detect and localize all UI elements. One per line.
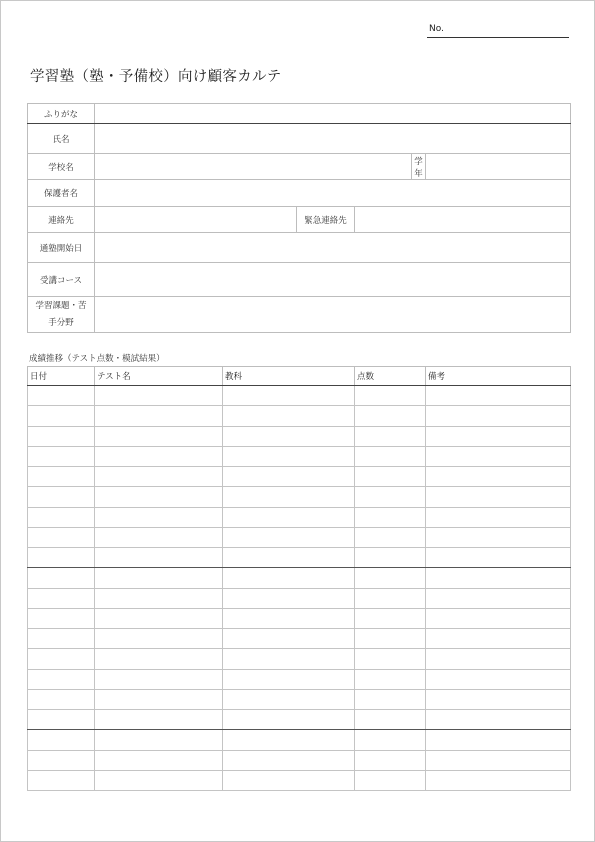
cell-subject[interactable]: [223, 750, 355, 770]
contact-field[interactable]: [95, 207, 297, 233]
cell-subject[interactable]: [223, 548, 355, 568]
cell-subject[interactable]: [223, 730, 355, 750]
guardian-label: 保護者名: [28, 180, 95, 207]
cell-subject[interactable]: [223, 588, 355, 608]
cell-score[interactable]: [355, 548, 426, 568]
cell-subject[interactable]: [223, 406, 355, 426]
cell-notes[interactable]: [426, 426, 571, 446]
school-label: 学校名: [28, 154, 95, 180]
cell-score[interactable]: [355, 629, 426, 649]
table-row: [28, 507, 571, 527]
cell-test-name[interactable]: [95, 689, 223, 709]
cell-notes[interactable]: [426, 608, 571, 628]
cell-notes[interactable]: [426, 710, 571, 730]
table-row: [28, 446, 571, 466]
name-field[interactable]: [95, 124, 571, 154]
cell-date[interactable]: [28, 689, 95, 709]
cell-date[interactable]: [28, 730, 95, 750]
cell-date[interactable]: [28, 386, 95, 406]
cell-subject[interactable]: [223, 426, 355, 446]
cell-date[interactable]: [28, 507, 95, 527]
cell-date[interactable]: [28, 588, 95, 608]
contact-label: 連絡先: [28, 207, 95, 233]
course-field[interactable]: [95, 263, 571, 297]
cell-date[interactable]: [28, 649, 95, 669]
cell-score[interactable]: [355, 669, 426, 689]
cell-date[interactable]: [28, 629, 95, 649]
table-row: [28, 608, 571, 628]
cell-notes[interactable]: [426, 669, 571, 689]
furigana-label: ふりがな: [28, 104, 95, 124]
cell-date[interactable]: [28, 568, 95, 588]
col-score: 点数: [355, 367, 426, 386]
cell-score[interactable]: [355, 426, 426, 446]
cell-notes[interactable]: [426, 527, 571, 547]
cell-score[interactable]: [355, 568, 426, 588]
col-notes: 備考: [426, 367, 571, 386]
cell-notes[interactable]: [426, 467, 571, 487]
cell-score[interactable]: [355, 527, 426, 547]
table-row: [28, 487, 571, 507]
furigana-field[interactable]: [95, 104, 571, 124]
weak-subjects-label-line2: 手分野: [48, 317, 74, 328]
cell-subject[interactable]: [223, 689, 355, 709]
school-field[interactable]: [95, 154, 412, 180]
grades-section-title: 成績推移（テスト点数・模試結果）: [29, 354, 165, 364]
start-date-label: 通塾開始日: [28, 233, 95, 263]
cell-test-name[interactable]: [95, 406, 223, 426]
cell-test-name[interactable]: [95, 770, 223, 790]
cell-notes[interactable]: [426, 406, 571, 426]
cell-score[interactable]: [355, 467, 426, 487]
table-row: [28, 649, 571, 669]
table-row: [28, 426, 571, 446]
cell-subject[interactable]: [223, 608, 355, 628]
col-subject: 教科: [223, 367, 355, 386]
cell-notes[interactable]: [426, 548, 571, 568]
table-row: [28, 770, 571, 790]
cell-subject[interactable]: [223, 507, 355, 527]
cell-test-name[interactable]: [95, 467, 223, 487]
cell-date[interactable]: [28, 426, 95, 446]
guardian-field[interactable]: [95, 180, 571, 207]
number-label: No.: [429, 24, 444, 34]
table-row: [28, 750, 571, 770]
cell-notes[interactable]: [426, 750, 571, 770]
page-title: 学習塾（塾・予備校）向け顧客カルテ: [30, 69, 282, 85]
cell-score[interactable]: [355, 487, 426, 507]
table-row: [28, 669, 571, 689]
cell-subject[interactable]: [223, 386, 355, 406]
cell-date[interactable]: [28, 750, 95, 770]
cell-test-name[interactable]: [95, 669, 223, 689]
grades-table: [27, 366, 571, 791]
cell-date[interactable]: [28, 770, 95, 790]
table-row: [28, 689, 571, 709]
cell-date[interactable]: [28, 527, 95, 547]
cell-subject[interactable]: [223, 568, 355, 588]
table-row: [28, 629, 571, 649]
cell-test-name[interactable]: [95, 649, 223, 669]
cell-test-name[interactable]: [95, 588, 223, 608]
cell-test-name[interactable]: [95, 730, 223, 750]
cell-subject[interactable]: [223, 770, 355, 790]
cell-test-name[interactable]: [95, 629, 223, 649]
cell-notes[interactable]: [426, 507, 571, 527]
cell-test-name[interactable]: [95, 608, 223, 628]
cell-notes[interactable]: [426, 446, 571, 466]
cell-subject[interactable]: [223, 467, 355, 487]
cell-score[interactable]: [355, 730, 426, 750]
weak-subjects-label: [28, 297, 95, 333]
table-row: [28, 467, 571, 487]
cell-score[interactable]: [355, 588, 426, 608]
cell-score[interactable]: [355, 750, 426, 770]
cell-subject[interactable]: [223, 669, 355, 689]
table-row: [28, 710, 571, 730]
cell-score[interactable]: [355, 507, 426, 527]
cell-notes[interactable]: [426, 689, 571, 709]
cell-notes[interactable]: [426, 770, 571, 790]
cell-notes[interactable]: [426, 588, 571, 608]
grades-header-row: [28, 367, 571, 386]
cell-score[interactable]: [355, 608, 426, 628]
emergency-field[interactable]: [355, 207, 571, 233]
cell-test-name[interactable]: [95, 548, 223, 568]
grade-field[interactable]: [426, 154, 571, 180]
cell-score[interactable]: [355, 649, 426, 669]
course-label: 受講コース: [28, 263, 95, 297]
emergency-label: 緊急連絡先: [297, 207, 355, 233]
weak-subjects-field[interactable]: [95, 297, 571, 333]
cell-subject[interactable]: [223, 629, 355, 649]
name-label: 氏名: [28, 124, 95, 154]
student-info-table: [27, 103, 571, 333]
cell-subject[interactable]: [223, 710, 355, 730]
table-row: [28, 730, 571, 750]
cell-test-name[interactable]: [95, 507, 223, 527]
cell-date[interactable]: [28, 669, 95, 689]
cell-test-name[interactable]: [95, 750, 223, 770]
cell-notes[interactable]: [426, 730, 571, 750]
cell-notes[interactable]: [426, 629, 571, 649]
cell-test-name[interactable]: [95, 426, 223, 446]
cell-notes[interactable]: [426, 568, 571, 588]
cell-subject[interactable]: [223, 527, 355, 547]
cell-notes[interactable]: [426, 649, 571, 669]
cell-date[interactable]: [28, 406, 95, 426]
cell-test-name[interactable]: [95, 446, 223, 466]
cell-date[interactable]: [28, 608, 95, 628]
cell-test-name[interactable]: [95, 527, 223, 547]
cell-score[interactable]: [355, 770, 426, 790]
cell-date[interactable]: [28, 487, 95, 507]
cell-notes[interactable]: [426, 386, 571, 406]
weak-subjects-label-line1: 学習課題・苦: [35, 300, 87, 311]
cell-test-name[interactable]: [95, 487, 223, 507]
cell-subject[interactable]: [223, 487, 355, 507]
grade-label: 学年: [414, 156, 423, 179]
start-date-field[interactable]: [95, 233, 571, 263]
cell-date[interactable]: [28, 710, 95, 730]
table-row: [28, 548, 571, 568]
cell-score[interactable]: [355, 446, 426, 466]
col-date: 日付: [28, 367, 95, 386]
cell-test-name[interactable]: [95, 568, 223, 588]
number-field[interactable]: [427, 23, 569, 38]
cell-score[interactable]: [355, 386, 426, 406]
cell-score[interactable]: [355, 710, 426, 730]
table-row: [28, 568, 571, 588]
grades-body: [28, 386, 571, 791]
table-row: [28, 386, 571, 406]
col-test-name: テスト名: [95, 367, 223, 386]
cell-date[interactable]: [28, 467, 95, 487]
cell-notes[interactable]: [426, 487, 571, 507]
cell-score[interactable]: [355, 406, 426, 426]
table-row: [28, 406, 571, 426]
table-row: [28, 588, 571, 608]
cell-subject[interactable]: [223, 446, 355, 466]
grade-label-cell: [412, 154, 426, 180]
cell-test-name[interactable]: [95, 710, 223, 730]
table-row: [28, 527, 571, 547]
cell-score[interactable]: [355, 689, 426, 709]
cell-subject[interactable]: [223, 649, 355, 669]
cell-date[interactable]: [28, 446, 95, 466]
cell-date[interactable]: [28, 548, 95, 568]
cell-test-name[interactable]: [95, 386, 223, 406]
